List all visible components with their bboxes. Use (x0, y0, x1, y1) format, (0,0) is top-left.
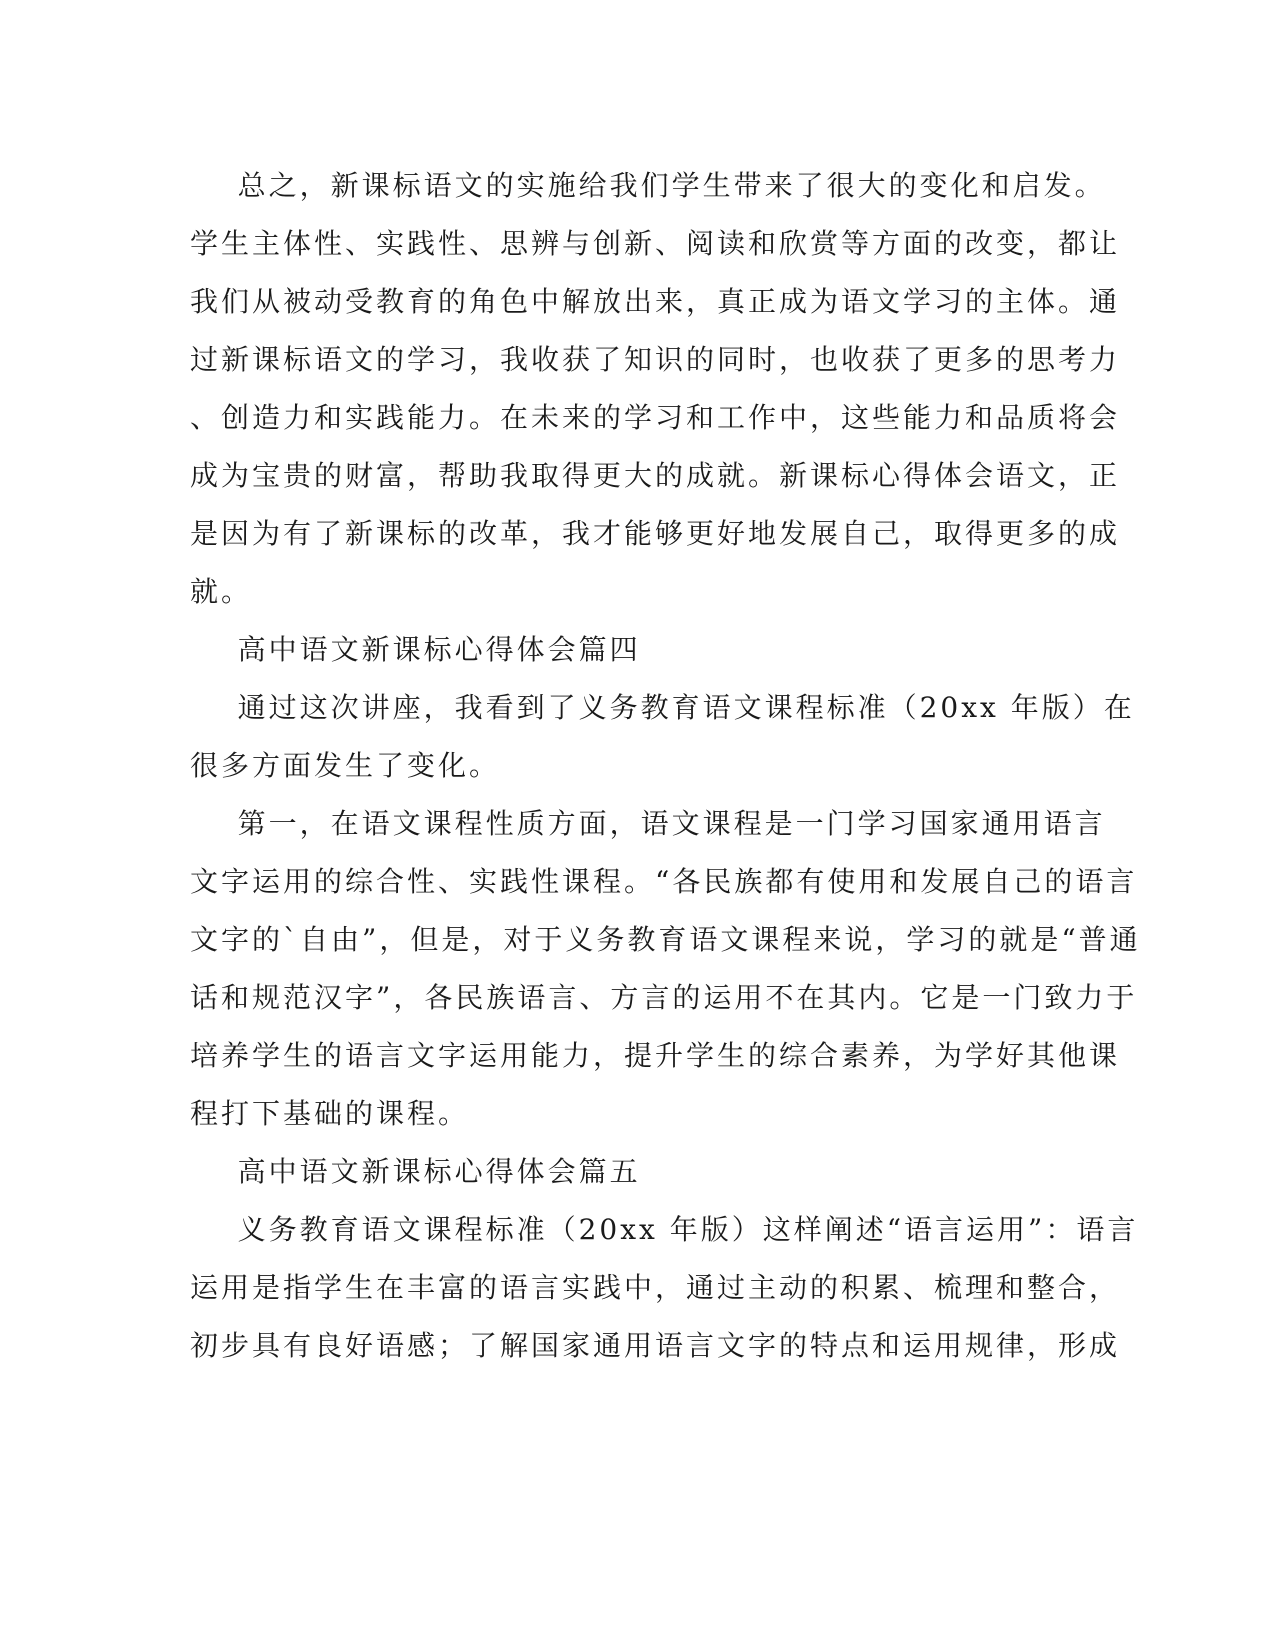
text-line: 很多方面发生了变化。 (190, 749, 501, 782)
text-line: 运用是指学生在丰富的语言实践中，通过主动的积累、梳理和整合， (190, 1271, 1121, 1304)
text-line: 义务教育语文课程标准（20xx 年版）这样阐述“语言运用”：语言 (190, 1213, 1139, 1246)
text-line: 是因为有了新课标的改革，我才能够更好地发展自己，取得更多的成 (190, 517, 1121, 550)
text-line: 第一，在语文课程性质方面，语文课程是一门学习国家通用语言 (190, 807, 1106, 840)
text-line: 文字的`自由”，但是，对于义务教育语文课程来说，学习的就是“普通 (190, 923, 1141, 956)
text-line: 培养学生的语言文字运用能力，提升学生的综合素养，为学好其他课 (190, 1039, 1121, 1072)
text-line: 总之，新课标语文的实施给我们学生带来了很大的变化和启发。 (190, 169, 1106, 202)
text-line: 文字运用的综合性、实践性课程。“各民族都有使用和发展自己的语言 (190, 865, 1138, 898)
text-line: 学生主体性、实践性、思辨与创新、阅读和欣赏等方面的改变，都让 (190, 227, 1121, 260)
text-line: 成为宝贵的财富，帮助我取得更大的成就。新课标心得体会语文，正 (190, 459, 1121, 492)
text-line: 过新课标语文的学习，我收获了知识的同时，也收获了更多的思考力 (190, 343, 1121, 376)
text-line: 通过这次讲座，我看到了义务教育语文课程标准（20xx 年版）在 (190, 691, 1135, 724)
text-line: 、创造力和实践能力。在未来的学习和工作中，这些能力和品质将会 (190, 401, 1121, 434)
section-heading: 高中语文新课标心得体会篇四 (190, 633, 641, 666)
text-line: 话和规范汉字”，各民族语言、方言的运用不在其内。它是一门致力于 (190, 981, 1138, 1014)
text-line: 初步具有良好语感；了解国家通用语言文字的特点和运用规律，形成 (190, 1329, 1121, 1362)
text-line: 我们从被动受教育的角色中解放出来，真正成为语文学习的主体。通 (190, 285, 1121, 318)
text-line: 程打下基础的课程。 (190, 1097, 470, 1130)
text-line: 就。 (190, 575, 253, 608)
section-heading: 高中语文新课标心得体会篇五 (190, 1155, 641, 1188)
